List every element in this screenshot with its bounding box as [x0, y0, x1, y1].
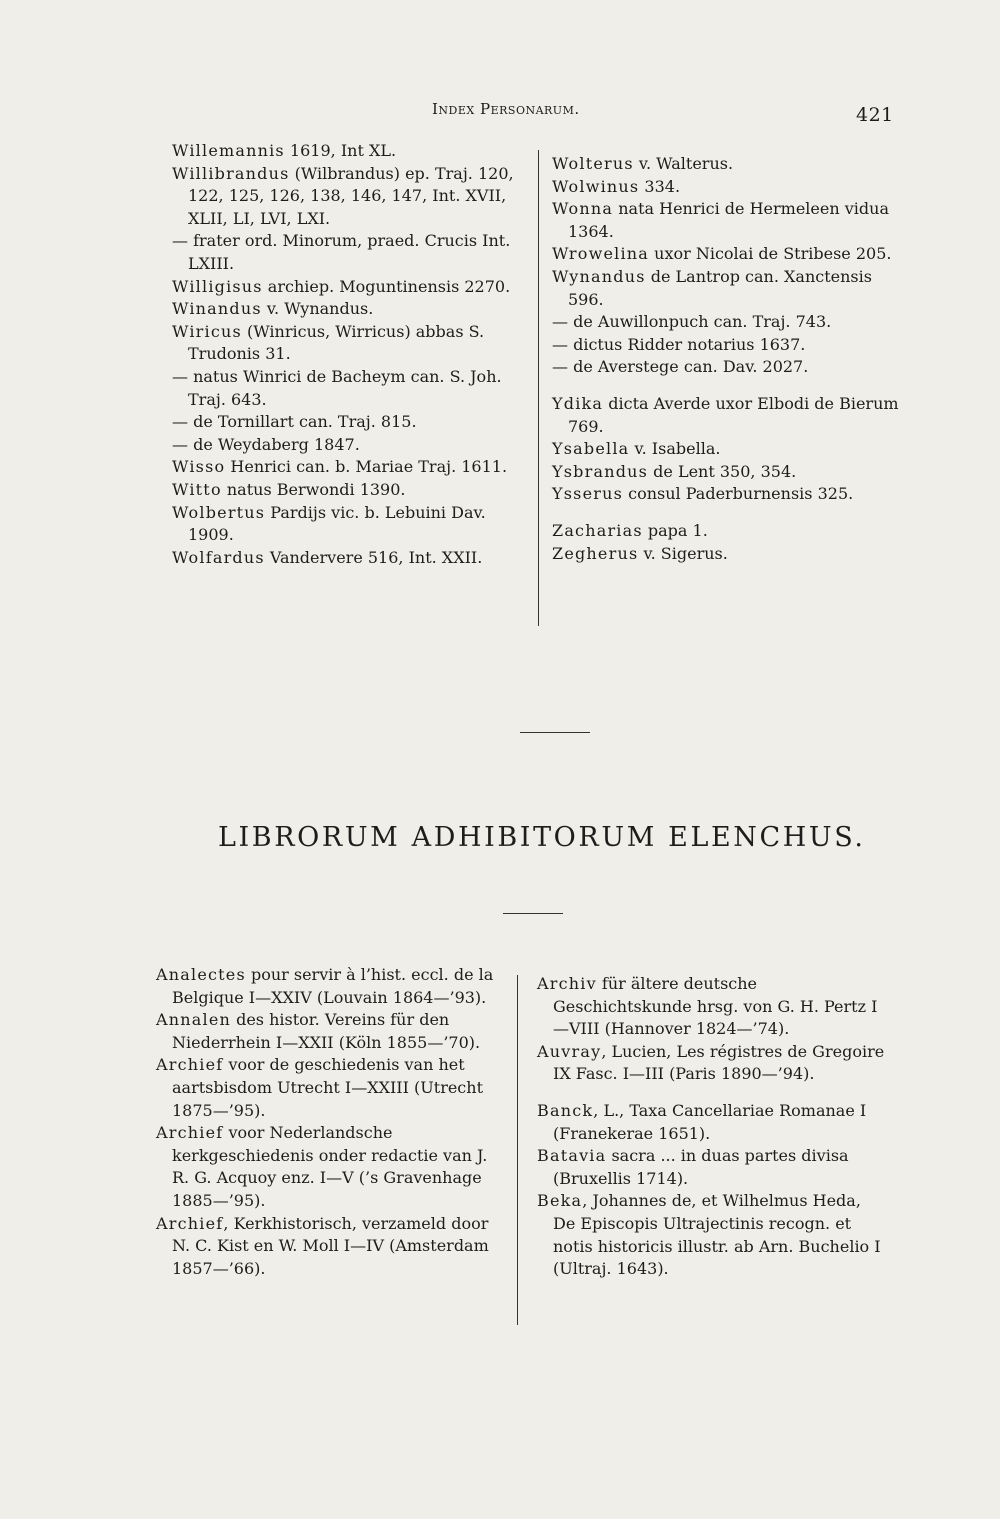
- entry-text: — de Weydaberg 1847.: [172, 434, 360, 454]
- elenchus-left-column: [156, 964, 506, 1280]
- entry-headword: Willemannis: [172, 141, 285, 160]
- index-entry: [552, 153, 900, 176]
- index-entry: [552, 243, 900, 266]
- section-rule: [503, 913, 563, 914]
- entry-text: 334.: [639, 176, 681, 196]
- entry-text: , Lucien, Les régistres de Gregoire IX Fasc. I—III (Paris 1890—’94).: [553, 1041, 885, 1084]
- entry-headword: Zegherus: [552, 543, 639, 563]
- index-left-column: [172, 140, 520, 569]
- entry-headword: Willibrandus: [172, 163, 290, 183]
- entry-text: sacra ... in duas partes divisa (Bruxellis 1714).: [553, 1146, 849, 1188]
- index-entry: [172, 366, 520, 411]
- index-entry: [172, 298, 520, 321]
- entry-headword: Archiv: [537, 974, 597, 993]
- column-divider: [517, 975, 518, 1325]
- index-right-column: [552, 153, 900, 565]
- index-entry: [156, 964, 506, 1009]
- index-entry: [156, 1213, 506, 1281]
- index-entry: [537, 1190, 887, 1280]
- entry-headword: Wonna: [552, 199, 614, 219]
- entry-text: v. Wynandus.: [261, 299, 374, 319]
- index-entry: [537, 1100, 887, 1145]
- index-entry: [552, 198, 900, 243]
- column-divider: [538, 150, 539, 626]
- index-entry: [537, 1145, 887, 1190]
- index-entry: [172, 276, 520, 299]
- entry-text: consul Paderburnensis 325.: [623, 484, 854, 504]
- entry-headword: Wolfardus: [172, 547, 265, 567]
- entry-headword: Annalen: [156, 1010, 231, 1030]
- entry-headword: Ydika: [552, 393, 604, 413]
- index-entry: [552, 520, 900, 543]
- entry-text: Henrici can. b. Mariae Traj. 1611.: [225, 457, 508, 477]
- entry-text: papa 1.: [642, 520, 708, 540]
- entry-headword: Archief: [156, 1123, 224, 1143]
- entry-text: natus Berwondi 1390.: [221, 479, 406, 499]
- entry-headword: Wynandus: [552, 266, 646, 286]
- entry-text: de Lent 350, 354.: [648, 461, 797, 481]
- index-entry: [552, 266, 900, 311]
- index-entry: [156, 1122, 506, 1212]
- entry-headword: Archief: [156, 1055, 224, 1075]
- entry-text: voor Nederlandsche kerkgeschiedenis onder redactie van J. R. G. Acquoy enz. I—V (’s Gravenhage 1885—’95).: [172, 1123, 488, 1210]
- entry-text: , Johannes de, et Wilhelmus Heda, De Episcopis Ultrajectinis recogn. et notis historicis illustr. ab Arn. Buchelio I (Ultraj. 1643).: [553, 1191, 881, 1279]
- entry-text: , Kerkhistorisch, verzameld door N. C. Kist en W. Moll I—IV (Amsterdam 1857—’66).: [172, 1213, 489, 1278]
- entry-headword: Wolbertus: [172, 502, 266, 522]
- entry-headword: Auvray: [537, 1041, 602, 1061]
- entry-text: des histor. Vereins für den Niederrhein I—XXII (Köln 1855—’70).: [172, 1010, 481, 1052]
- entry-text: (Winricus, Wirricus) abbas S. Trudonis 31.: [188, 321, 485, 364]
- page-number: 421: [856, 104, 894, 126]
- index-entry: [172, 230, 520, 275]
- section-rule: [520, 732, 590, 733]
- entry-headword: Zacharias: [552, 520, 643, 540]
- entry-text: — frater ord. Minorum, praed. Crucis Int. LXIII.: [172, 231, 511, 273]
- entry-text: v. Sigerus.: [638, 543, 728, 563]
- entry-headword: Ysabella: [552, 439, 630, 459]
- index-entry: [156, 1009, 506, 1054]
- entry-headword: Witto: [172, 479, 222, 499]
- group-spacer: [537, 1086, 887, 1100]
- index-entry: [537, 1041, 887, 1086]
- index-entry: [172, 140, 520, 163]
- entry-text: — de Tornillart can. Traj. 815.: [172, 412, 417, 432]
- entry-text: , L., Taxa Cancellariae Romanae I (Franekerae 1651).: [553, 1100, 867, 1143]
- entry-headword: Batavia: [537, 1146, 607, 1166]
- index-entry: [172, 479, 520, 502]
- index-entry: [172, 434, 520, 457]
- entry-headword: Wrowelina: [552, 244, 650, 264]
- running-title: Index Personarum.: [432, 100, 580, 118]
- index-entry: [552, 438, 900, 461]
- entry-headword: Willigisus: [172, 276, 263, 296]
- index-entry: [172, 456, 520, 479]
- index-entry: [172, 502, 520, 547]
- entry-text: uxor Nicolai de Stribese 205.: [649, 244, 892, 264]
- entry-text: (Wilbrandus) ep. Traj. 120, 122, 125, 126, 138, 146, 147, Int. XVII, XLII, LI, LVI, LXI.: [188, 163, 514, 228]
- index-entry: [552, 311, 900, 334]
- entry-text: für ältere deutsche Geschichtskunde hrsg. von G. H. Pertz I—VIII (Hannover 1824—’74).: [553, 974, 878, 1039]
- index-entry: [156, 1054, 506, 1122]
- entry-text: v. Isabella.: [629, 439, 721, 459]
- index-entry: [552, 393, 900, 438]
- entry-text: — de Auwillonpuch can. Traj. 743.: [552, 312, 832, 332]
- entry-text: de Lantrop can. Xanctensis 596.: [568, 266, 872, 309]
- entry-headword: Ysserus: [552, 484, 624, 504]
- entry-headword: Beka: [537, 1191, 583, 1211]
- entry-headword: Ysbrandus: [552, 461, 649, 481]
- entry-text: nata Henrici de Hermeleen vidua 1364.: [568, 199, 889, 241]
- elenchus-right-column: [537, 973, 887, 1281]
- entry-text: 1619, Int XL.: [284, 141, 397, 160]
- index-entry: [552, 483, 900, 506]
- index-entry: [172, 547, 520, 570]
- entry-text: Pardijs vic. b. Lebuini Dav. 1909.: [188, 502, 486, 545]
- entry-text: dicta Averde uxor Elbodi de Bierum 769.: [568, 393, 899, 436]
- entry-headword: Analectes: [156, 965, 246, 984]
- index-entry: [537, 973, 887, 1041]
- group-spacer: [552, 379, 900, 393]
- index-entry: [172, 321, 520, 366]
- index-entry: [172, 163, 520, 231]
- entry-headword: Wolwinus: [552, 176, 640, 196]
- index-entry: [552, 176, 900, 199]
- index-entry: [552, 356, 900, 379]
- entry-headword: Winandus: [172, 299, 262, 319]
- entry-headword: Wisso: [172, 457, 226, 477]
- entry-text: — natus Winrici de Bacheym can. S. Joh. Traj. 643.: [172, 366, 502, 409]
- entry-text: voor de geschiedenis van het aartsbisdom Utrecht I—XXIII (Utrecht 1875—’95).: [172, 1055, 483, 1120]
- entry-headword: Wiricus: [172, 321, 242, 341]
- index-entry: [172, 411, 520, 434]
- entry-text: v. Walterus.: [633, 154, 734, 173]
- entry-text: archiep. Moguntinensis 2270.: [262, 276, 511, 296]
- index-entry: [552, 461, 900, 484]
- index-entry: [552, 334, 900, 357]
- section-title: LIBRORUM ADHIBITORUM ELENCHUS.: [218, 822, 866, 853]
- entry-text: — de Averstege can. Dav. 2027.: [552, 357, 809, 377]
- entry-headword: Archief: [156, 1213, 224, 1233]
- entry-text: — dictus Ridder notarius 1637.: [552, 334, 806, 354]
- index-entry: [552, 543, 900, 566]
- entry-headword: Wolterus: [552, 154, 634, 173]
- entry-text: Vandervere 516, Int. XXII.: [264, 547, 483, 567]
- entry-text: pour servir à l’hist. eccl. de la Belgique I—XXIV (Louvain 1864—’93).: [172, 965, 494, 1007]
- group-spacer: [552, 506, 900, 520]
- entry-headword: Banck: [537, 1100, 594, 1120]
